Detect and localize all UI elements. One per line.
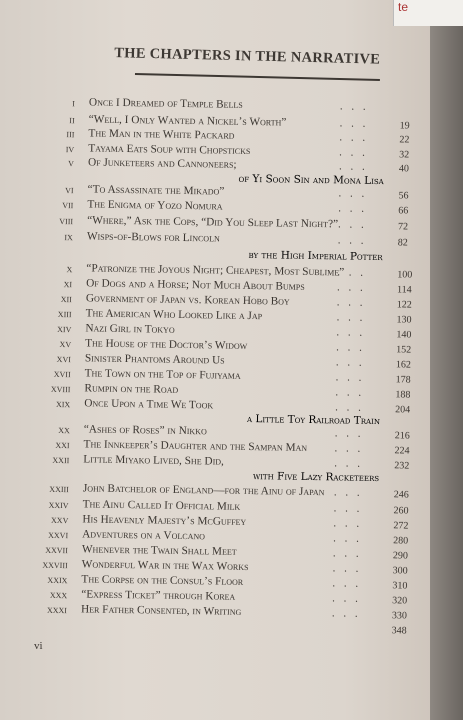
- page-number: 66: [398, 205, 409, 217]
- chapter-number: xxiv: [48, 498, 69, 512]
- leader-dots: . . .: [339, 146, 369, 159]
- page-number: 320: [392, 595, 408, 607]
- page-number: 246: [393, 489, 409, 501]
- page-number: 72: [397, 221, 409, 233]
- page-number: 140: [396, 329, 412, 341]
- corner-label: te: [393, 0, 463, 26]
- chapter-title: Once I Dreamed of Temple Bells: [88, 96, 243, 111]
- chapter-number: xi: [63, 278, 73, 291]
- leader-dots: . . .: [335, 356, 365, 369]
- chapter-title: The Man in the White Packard: [88, 127, 235, 142]
- chapter-number: xvi: [56, 352, 72, 366]
- chapter-title: “Well, I Only Wanted a Nickel’s Worth”: [88, 113, 287, 129]
- page-number: 122: [396, 299, 412, 311]
- leader-dots: . . .: [338, 202, 368, 215]
- page-number: 330: [391, 610, 408, 622]
- chapter-number: xxviii: [42, 558, 68, 572]
- chapter-title-continuation: with Five Lazy Racketeers: [252, 470, 380, 485]
- chapter-number: vi: [65, 184, 74, 197]
- chapter-title: Her Father Consented, in Writing: [80, 603, 242, 618]
- leader-dots: . . .: [336, 281, 366, 294]
- chapter-number: iii: [66, 128, 75, 141]
- page-number: 224: [394, 445, 410, 457]
- page-number: 56: [398, 190, 409, 202]
- chapter-title: The House of the Doctor’s Widow: [85, 337, 248, 352]
- page-number: 272: [393, 520, 409, 532]
- chapter-number: ii: [69, 114, 75, 127]
- chapter-number: xxi: [55, 438, 70, 452]
- leader-dots: . . .: [333, 502, 363, 515]
- page-number: 204: [395, 404, 411, 416]
- page-number: 300: [392, 565, 408, 577]
- leader-dots: . . .: [332, 547, 362, 560]
- chapter-title-continuation: by the High Imperial Potter: [248, 248, 383, 264]
- folio: vi: [34, 640, 43, 652]
- page-number: 188: [395, 389, 411, 401]
- page-number: 32: [399, 149, 410, 161]
- page-number: 348: [391, 625, 407, 637]
- chapter-title: The Corpse on the Consul’s Floor: [81, 573, 244, 588]
- chapter-number: xix: [55, 397, 71, 411]
- page-edge: [430, 0, 463, 720]
- chapter-title: The Innkeeper’s Daughter and the Sampan Man: [83, 438, 308, 454]
- leader-dots: . . .: [333, 517, 363, 530]
- chapter-number: xxv: [50, 513, 69, 527]
- chapter-title: Little Miyako Lived, She Did,: [83, 453, 224, 468]
- chapter-number: xvii: [53, 367, 71, 381]
- chapter-title: “Express Ticket” through Korea: [81, 588, 236, 603]
- leader-dots: . . .: [336, 296, 366, 309]
- chapter-title: “Patronize the Joyous Night; Cheapest, Most Sublime”: [86, 262, 345, 279]
- page-number: 280: [393, 535, 409, 547]
- chapter-number: iv: [65, 143, 75, 156]
- chapter-number: xiii: [57, 307, 72, 321]
- leader-dots: . . .: [335, 386, 365, 399]
- chapter-title-continuation: of Yi Soon Sin and Mona Lisa: [238, 172, 384, 188]
- page-number: 162: [395, 359, 411, 371]
- chapter-title: Whenever the Twain Shall Meet: [81, 543, 237, 558]
- leader-dots: . . .: [336, 326, 366, 339]
- leader-dots: . . .: [338, 160, 368, 173]
- leader-dots: . . .: [338, 187, 368, 200]
- chapter-number: ix: [64, 231, 73, 244]
- chapter-title: “Where,” Ask the Cops, “Did You Sleep Last Night?”: [87, 214, 339, 231]
- page-number: 310: [392, 580, 408, 592]
- page-number: 82: [397, 237, 408, 249]
- chapter-title: His Heavenly Majesty’s McGuffey: [82, 513, 247, 528]
- chapter-number: vii: [62, 199, 74, 212]
- chapter-number: xii: [60, 293, 72, 306]
- chapter-title: Wonderful War in the Wax Works: [81, 558, 249, 574]
- page-number: 216: [394, 430, 410, 442]
- leader-dots: . . .: [335, 401, 365, 414]
- chapter-title: The Town on the Top of Fujiyama: [84, 367, 241, 382]
- leader-dots: . . .: [339, 117, 369, 130]
- leader-dots: . . .: [336, 341, 365, 354]
- chapter-title: “To Assassinate the Mikado”: [87, 183, 225, 198]
- chapter-title: “Ashes of Roses” in Nikko: [83, 423, 207, 438]
- page-number: 260: [393, 505, 409, 517]
- page-number: 19: [399, 120, 410, 132]
- chapter-title: The Ainu Called It Official Milk: [82, 498, 241, 513]
- chapter-title: Rumpin on the Road: [84, 382, 179, 396]
- chapter-title: The Enigma of Yozo Nomura: [87, 198, 223, 213]
- leader-dots: . . .: [331, 607, 361, 620]
- page-title: THE CHAPTERS IN THE NARRATIVE: [114, 45, 381, 68]
- chapter-title: Sinister Phantoms Around Us: [84, 352, 225, 367]
- page-number: 114: [396, 284, 412, 296]
- chapter-title: Nazi Girl in Tokyo: [85, 322, 175, 336]
- leader-dots: . . .: [337, 266, 367, 279]
- chapter-title: Wisps-of-Blows for Lincoln: [86, 230, 220, 245]
- chapter-number: xv: [59, 338, 72, 351]
- chapter-title: John Batchelor of England—for the Ainu of Japan: [82, 482, 325, 499]
- page-number: 290: [392, 550, 408, 562]
- page-number: 130: [396, 314, 412, 326]
- chapter-number: xxiii: [49, 482, 69, 496]
- chapter-number: xviii: [50, 382, 71, 396]
- leader-dots: . . .: [336, 311, 366, 324]
- page-number: 152: [396, 344, 412, 356]
- chapter-title-continuation: a Little Toy Railroad Train: [246, 412, 381, 428]
- leader-dots: . . .: [337, 218, 367, 231]
- page-number: 232: [394, 460, 410, 472]
- leader-dots: . . .: [332, 577, 362, 590]
- page-number: 100: [397, 269, 413, 281]
- page-number: 22: [399, 134, 410, 146]
- leader-dots: . . .: [332, 562, 362, 575]
- leader-dots: . . .: [333, 532, 362, 545]
- chapter-number: i: [72, 97, 76, 110]
- chapter-number: xxix: [47, 573, 68, 587]
- leader-dots: . . .: [339, 131, 369, 144]
- chapter-title: Of Junketeers and Cannoneers;: [87, 156, 237, 171]
- chapter-title: Of Dogs and a Horse; Not Much About Bumps: [86, 277, 305, 293]
- page-number: 178: [395, 374, 411, 386]
- chapter-title: The American Who Looked Like a Jap: [85, 307, 263, 323]
- leader-dots: . . .: [332, 592, 362, 605]
- leader-dots: . . .: [334, 427, 364, 440]
- chapter-title: Tayama Eats Soup with Chopsticks: [88, 142, 251, 157]
- chapter-title: Government of Japan vs. Korean Hobo Boy: [85, 292, 290, 308]
- chapter-title: Adventures on a Volcano: [82, 528, 206, 543]
- chapter-number: xxvii: [45, 543, 69, 557]
- chapter-number: xxii: [52, 453, 70, 467]
- chapter-number: v: [68, 157, 75, 170]
- leader-dots: . . .: [337, 234, 367, 247]
- page-number: 40: [398, 163, 410, 175]
- chapter-number: xxx: [49, 588, 68, 602]
- chapter-title: Once Upon a Time We Took: [84, 397, 214, 412]
- leader-dots: . . .: [333, 486, 363, 499]
- chapter-number: xx: [58, 424, 70, 437]
- chapter-number: x: [66, 263, 73, 276]
- chapter-number: xxvi: [48, 528, 69, 542]
- chapter-number: xxxi: [46, 603, 68, 617]
- leader-dots: . . .: [334, 442, 364, 455]
- leader-dots: . . .: [339, 100, 369, 113]
- chapter-number: xiv: [57, 322, 72, 336]
- leader-dots: . . .: [335, 371, 365, 384]
- leader-dots: . . .: [334, 457, 364, 470]
- chapter-number: viii: [59, 215, 74, 228]
